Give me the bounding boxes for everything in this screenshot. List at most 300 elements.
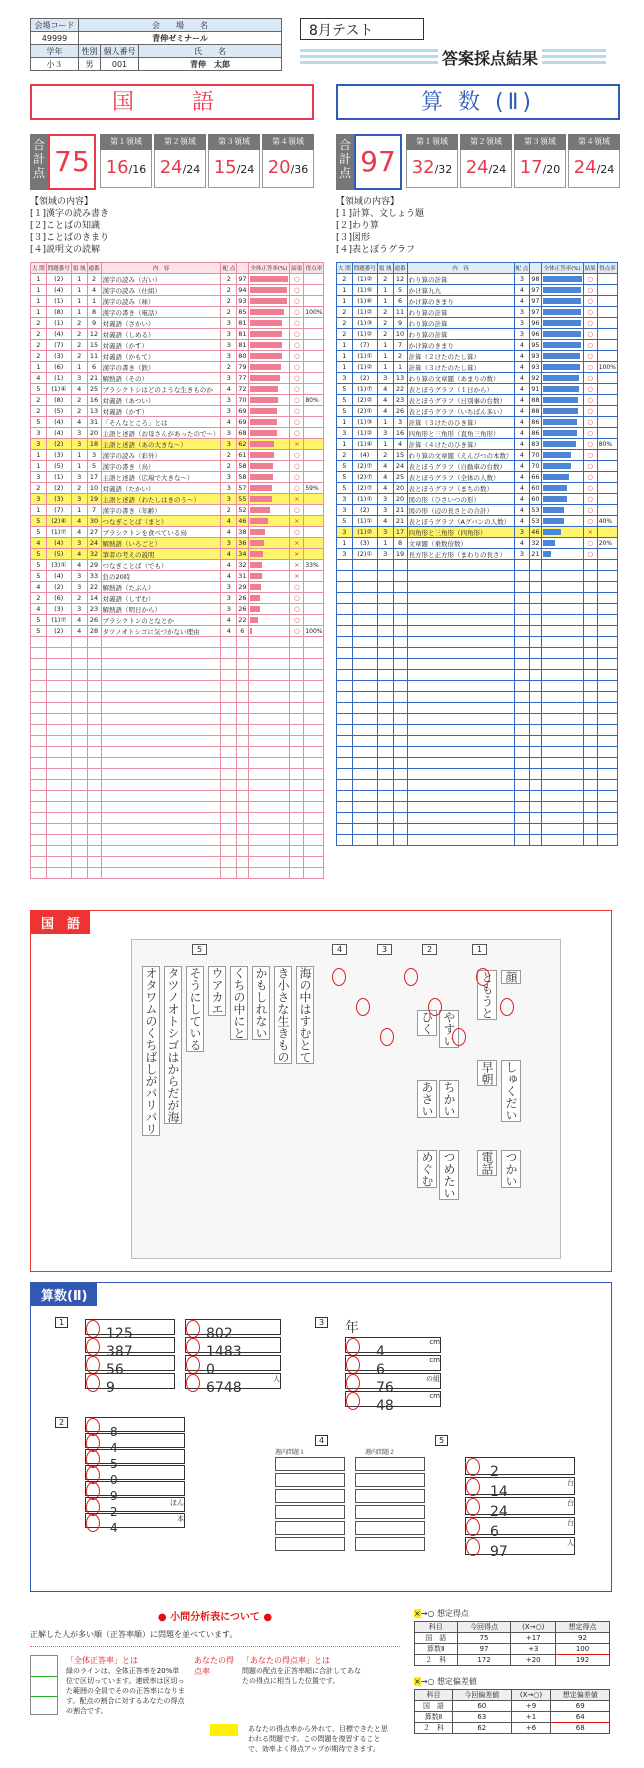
empty-cell — [352, 626, 377, 637]
cell: 22 — [87, 582, 101, 593]
empty-cell — [541, 659, 583, 670]
empty-cell — [530, 725, 541, 736]
cell: (1)① — [352, 494, 377, 505]
empty-cell — [352, 648, 377, 659]
score-rate-cell — [597, 428, 617, 439]
rate-bar-cell — [248, 472, 290, 483]
answer-text: 4 — [110, 1441, 118, 1455]
cell: (2) — [46, 582, 71, 593]
answer-text: 6 — [376, 1362, 385, 1378]
domain-score-value: 15 — [213, 157, 237, 178]
rate-bar — [543, 551, 551, 557]
jp-answer-1: 電話 — [477, 1150, 497, 1176]
score-rate-cell — [597, 549, 617, 560]
math-list-item: [１]計算、文しょう題 — [336, 209, 425, 219]
result-cell: ○ — [290, 296, 304, 307]
cell: (4) — [46, 538, 71, 549]
rate-bar — [250, 496, 272, 502]
cell: 2 — [377, 329, 393, 340]
cell: 25 — [393, 472, 407, 483]
unit: 台 — [567, 1479, 574, 1487]
rate-bar — [543, 309, 582, 315]
table-row — [31, 274, 324, 285]
cell: 192 — [556, 1655, 610, 1666]
cell: 2 — [393, 351, 407, 362]
analysis-text: 正解した人が多い順（正答率順）に問題を並べています。 — [30, 1629, 400, 1647]
result-cell: × — [290, 549, 304, 560]
cell: 55 — [238, 495, 247, 503]
cell: 1 — [377, 362, 393, 373]
rate-bar-cell — [248, 527, 290, 538]
cell: 表とぼうグラフ（いちばん多い） — [407, 406, 514, 417]
cell: 21 — [531, 550, 540, 558]
cell: 3 — [377, 505, 393, 516]
empty-cell — [377, 560, 393, 571]
empty-cell — [31, 813, 47, 824]
empty-cell — [530, 714, 541, 725]
empty-cell — [541, 747, 583, 758]
result-cell: ○ — [290, 318, 304, 329]
empty-cell — [337, 637, 353, 648]
result-cell: ○ — [290, 615, 304, 626]
cell: 19 — [393, 549, 407, 560]
correct-mark — [186, 1356, 200, 1374]
rate-bar — [543, 375, 580, 381]
table-row — [31, 296, 324, 307]
table-row — [337, 428, 618, 439]
cell: 1 — [31, 296, 47, 307]
cell: 国 語 — [415, 1633, 458, 1644]
jp-answer-5: ウアカエ — [210, 967, 224, 1015]
empty-cell — [541, 593, 583, 604]
cell: (2) — [46, 483, 71, 494]
math-answer-3 — [345, 1355, 441, 1378]
cell: タツノオトシゴに気づかない理由 — [101, 626, 221, 637]
empty-cell — [393, 560, 407, 571]
cell: 解熱語（たぶん） — [101, 582, 221, 593]
cell: 12 — [87, 329, 101, 340]
empty-cell — [583, 659, 597, 670]
rate-bar — [250, 287, 288, 293]
empty-cell — [583, 736, 597, 747]
cell: 4 — [71, 560, 87, 571]
cell: 30 — [87, 516, 101, 527]
rate-bar — [250, 342, 282, 348]
jp-answer-2: ひく — [417, 1010, 437, 1036]
empty-cell — [304, 813, 324, 824]
empty-cell — [87, 736, 101, 747]
cell: 2 — [87, 274, 101, 285]
score-rate-cell — [304, 285, 324, 296]
cell: 3 — [87, 450, 101, 461]
cell: 1 — [31, 285, 47, 296]
table-row — [337, 549, 618, 560]
empty-cell — [101, 747, 221, 758]
empty-cell — [541, 769, 583, 780]
math-answer-3 — [345, 1337, 441, 1360]
score-rate-cell — [597, 274, 617, 285]
result-cell: × — [290, 516, 304, 527]
cell: (2)① — [352, 549, 377, 560]
empty-cell — [87, 868, 101, 879]
col-header: 問題番号 — [46, 263, 71, 274]
empty-cell — [377, 604, 393, 615]
empty-cell — [221, 868, 237, 879]
empty-cell — [304, 791, 324, 802]
jp-answer-1: しゅくだい — [501, 1060, 521, 1122]
empty-cell — [237, 802, 248, 813]
empty-row — [337, 670, 618, 681]
cell: 4 — [514, 538, 530, 549]
rate-bar-cell — [248, 483, 290, 494]
col-header: (X→○) — [511, 1690, 551, 1701]
rate-bar-cell — [248, 307, 290, 318]
empty-cell — [407, 681, 514, 692]
rate-bar — [250, 419, 278, 425]
cell: 1 — [377, 538, 393, 549]
rate-bar-cell — [248, 549, 290, 560]
domain-score-value: 16 — [105, 157, 129, 178]
empty-cell — [337, 725, 353, 736]
domain-score-max: /16 — [128, 163, 147, 176]
cell: 62 — [453, 1723, 512, 1734]
cell: 3 — [221, 395, 237, 406]
empty-cell — [101, 758, 221, 769]
cell: +17 — [511, 1633, 556, 1644]
answer-text: 1483 — [206, 1344, 242, 1360]
domain-score — [208, 150, 260, 188]
empty-cell — [583, 626, 597, 637]
empty-cell — [337, 802, 353, 813]
cell: ブラシクトンのとなとか — [101, 615, 221, 626]
rate-bar-cell — [248, 571, 290, 582]
empty-cell — [71, 692, 87, 703]
cell: 26 — [393, 406, 407, 417]
cell: 5 — [337, 483, 353, 494]
result-cell: ○ — [583, 461, 597, 472]
empty-cell — [352, 659, 377, 670]
result-cell: ○ — [583, 428, 597, 439]
domain-score-max: /24 — [236, 163, 255, 176]
empty-cell — [337, 780, 353, 791]
cell: 算数Ⅱ — [415, 1712, 453, 1723]
empty-cell — [597, 615, 617, 626]
correct-mark — [404, 968, 418, 986]
empty-cell — [248, 780, 290, 791]
empty-cell — [248, 659, 290, 670]
seiritu-title: 「全体正答率」とは — [66, 1656, 138, 1665]
rate-bar — [543, 430, 577, 436]
table-row — [337, 340, 618, 351]
col-header: 通番 — [87, 263, 101, 274]
answer-text: 6748 — [206, 1380, 242, 1396]
cell: 4 — [31, 373, 47, 384]
math-sheet-tag: 算数(Ⅱ) — [31, 1283, 97, 1306]
empty-cell — [541, 736, 583, 747]
empty-cell — [352, 670, 377, 681]
empty-cell — [87, 714, 101, 725]
empty-cell — [377, 593, 393, 604]
empty-cell — [530, 802, 541, 813]
cell: 3 — [514, 527, 530, 538]
cell: 4 — [221, 626, 237, 637]
score-rate-cell — [597, 461, 617, 472]
cell: 1 — [71, 296, 87, 307]
math-answer-2 — [85, 1497, 185, 1519]
empty-cell — [352, 681, 377, 692]
cell: 3 — [514, 307, 530, 318]
empty-row — [337, 615, 618, 626]
col-header — [530, 263, 541, 274]
empty-cell — [46, 868, 71, 879]
math-answer-1b — [185, 1319, 281, 1342]
cell: 6 — [87, 362, 101, 373]
cell: (5) — [46, 461, 71, 472]
empty-cell — [101, 791, 221, 802]
est-title2: ×→○ 想定偏差値 — [414, 1677, 477, 1686]
jp-answer-5: 海の中はすむとて — [298, 967, 312, 1063]
cell: 16 — [87, 395, 101, 406]
empty-cell — [597, 802, 617, 813]
cell: 97 — [238, 275, 247, 283]
cell: (1)① — [352, 351, 377, 362]
empty-cell — [221, 736, 237, 747]
cell: 4 — [221, 571, 237, 582]
empty-row — [337, 780, 618, 791]
cell: 解熱語（いろごと） — [101, 538, 221, 549]
cell: 5 — [31, 417, 47, 428]
result-cell: ○ — [290, 483, 304, 494]
rate-bar-cell — [541, 538, 583, 549]
cell: +1 — [511, 1712, 551, 1723]
empty-cell — [514, 780, 530, 791]
empty-cell — [31, 868, 47, 879]
empty-cell — [407, 659, 514, 670]
empty-cell — [31, 780, 47, 791]
result-cell: ○ — [290, 417, 304, 428]
cell: 81 — [238, 341, 247, 349]
empty-cell — [87, 692, 101, 703]
domain-header: 第２領域 — [460, 134, 512, 150]
jp-total-score: 75 — [48, 134, 96, 190]
empty-cell — [31, 802, 47, 813]
empty-cell — [541, 835, 583, 846]
cell: 図の形（ひさいつの形） — [407, 494, 514, 505]
empty-cell — [290, 659, 304, 670]
rate-bar-cell — [248, 538, 290, 549]
cell: (2) — [46, 626, 71, 637]
empty-cell — [87, 681, 101, 692]
cell: 14 — [87, 593, 101, 604]
empty-cell — [530, 659, 541, 670]
table-row — [31, 461, 324, 472]
cell: (3) — [352, 538, 377, 549]
cell: 3 — [221, 582, 237, 593]
empty-cell — [31, 769, 47, 780]
empty-cell — [237, 758, 248, 769]
cell: 計算（２けたのたし算） — [407, 351, 514, 362]
domain-score — [262, 150, 314, 188]
math-answer-3-head: 年 — [345, 1320, 359, 1336]
cell: 漢字の書き（年齢） — [101, 505, 221, 516]
rate-bar-cell — [541, 417, 583, 428]
correct-mark — [346, 1356, 360, 1374]
cell: 32 — [87, 549, 101, 560]
score-rate-cell — [304, 351, 324, 362]
empty-cell — [514, 593, 530, 604]
math-answer-1a — [85, 1319, 175, 1342]
empty-cell — [46, 780, 71, 791]
cell: 2 — [31, 483, 47, 494]
empty-cell — [352, 769, 377, 780]
rate-bar — [543, 298, 582, 304]
rate-bar — [250, 331, 282, 337]
cell: 表とぼうグラフ（１日から） — [407, 384, 514, 395]
empty-cell — [352, 747, 377, 758]
cell: 60 — [453, 1701, 512, 1712]
empty-cell — [221, 802, 237, 813]
cell: (3) — [46, 494, 71, 505]
empty-cell — [71, 725, 87, 736]
empty-cell — [352, 714, 377, 725]
score-rate-cell: 33% — [304, 560, 324, 571]
yellow-legend-swatch — [210, 1724, 238, 1736]
empty-cell — [541, 824, 583, 835]
empty-cell — [46, 791, 71, 802]
cell: 2 — [31, 351, 47, 362]
cell: 2 — [31, 329, 47, 340]
jp-answer-5: かもしれない — [254, 967, 268, 1039]
table4-title: 週内問題１ — [275, 1449, 306, 1456]
empty-cell — [248, 725, 290, 736]
empty-cell — [407, 604, 514, 615]
domain-header: 第３領域 — [514, 134, 566, 150]
cell: つなぎことば（でも） — [101, 560, 221, 571]
empty-cell — [304, 736, 324, 747]
empty-cell — [597, 681, 617, 692]
empty-cell — [583, 791, 597, 802]
empty-cell — [237, 813, 248, 824]
domain-score — [154, 150, 206, 188]
rate-bar-cell — [541, 406, 583, 417]
empty-cell — [337, 791, 353, 802]
cell: 36 — [238, 539, 247, 547]
jp-domain-scores — [100, 134, 314, 188]
empty-cell — [393, 703, 407, 714]
blank-box — [275, 1505, 345, 1519]
score-rate-cell — [597, 296, 617, 307]
empty-cell — [393, 791, 407, 802]
empty-cell — [541, 714, 583, 725]
result-cell: ○ — [583, 373, 597, 384]
answer-text: 387 — [106, 1344, 133, 1360]
domain-header: 第２領域 — [154, 134, 206, 150]
empty-cell — [337, 571, 353, 582]
empty-cell — [221, 681, 237, 692]
table-row — [31, 582, 324, 593]
table-row — [337, 285, 618, 296]
empty-cell — [290, 681, 304, 692]
you-label: あなたの得点率 — [194, 1656, 234, 1676]
rate-bar-cell — [541, 450, 583, 461]
empty-cell — [597, 626, 617, 637]
math-answer-5 — [465, 1537, 575, 1560]
col-header: 内 容 — [101, 263, 221, 274]
section-number: 3 — [315, 1317, 328, 1328]
cell: 1 — [71, 274, 87, 285]
empty-cell — [597, 670, 617, 681]
score-rate-cell: 80% — [304, 395, 324, 406]
cell: 4 — [71, 549, 87, 560]
table-row — [31, 472, 324, 483]
col-header: 科目 — [415, 1622, 458, 1633]
empty-cell — [87, 835, 101, 846]
rate-bar — [543, 540, 556, 546]
empty-cell — [337, 835, 353, 846]
empty-row — [337, 604, 618, 615]
result-cell: × — [290, 494, 304, 505]
cell: 77 — [238, 374, 247, 382]
table-row — [337, 450, 618, 461]
empty-cell — [31, 736, 47, 747]
empty-cell — [304, 714, 324, 725]
score-rate-cell: 100% — [598, 363, 616, 371]
score-rate-cell — [597, 483, 617, 494]
cell: 漢字の読み（味） — [101, 296, 221, 307]
empty-cell — [221, 780, 237, 791]
cell: 70 — [531, 462, 540, 470]
cell: 3 — [221, 494, 237, 505]
cell: 2 — [221, 450, 237, 461]
empty-cell — [71, 791, 87, 802]
empty-cell — [352, 593, 377, 604]
cell: 4 — [377, 384, 393, 395]
empty-cell — [393, 670, 407, 681]
score-rate-cell — [597, 406, 617, 417]
cell: 25 — [87, 384, 101, 395]
empty-cell — [71, 846, 87, 857]
result-cell: ○ — [583, 483, 597, 494]
result-cell: ○ — [583, 549, 597, 560]
score-rate-cell — [597, 494, 617, 505]
empty-cell — [530, 648, 541, 659]
empty-cell — [530, 571, 541, 582]
domain-score-value: 32 — [411, 157, 435, 178]
cell: わり算の計算 — [407, 329, 514, 340]
empty-cell — [237, 681, 248, 692]
table-row — [337, 417, 618, 428]
answer-text: 4 — [110, 1521, 118, 1535]
cell: 1 — [377, 439, 393, 450]
empty-cell — [407, 736, 514, 747]
grade-value: 小３ — [31, 58, 79, 71]
cell: 34 — [238, 550, 247, 558]
empty-cell — [71, 835, 87, 846]
empty-cell — [221, 637, 237, 648]
math-domain-2 — [460, 134, 512, 188]
answer-text: 6 — [490, 1524, 499, 1540]
empty-cell — [46, 857, 71, 868]
cell: 4 — [221, 549, 237, 560]
empty-cell — [530, 703, 541, 714]
empty-cell — [221, 857, 237, 868]
empty-cell — [530, 615, 541, 626]
empty-cell — [393, 571, 407, 582]
section-number: 3 — [377, 944, 392, 955]
empty-cell — [248, 857, 290, 868]
cell: 3 — [514, 274, 530, 285]
answer-text: 0 — [110, 1473, 118, 1487]
